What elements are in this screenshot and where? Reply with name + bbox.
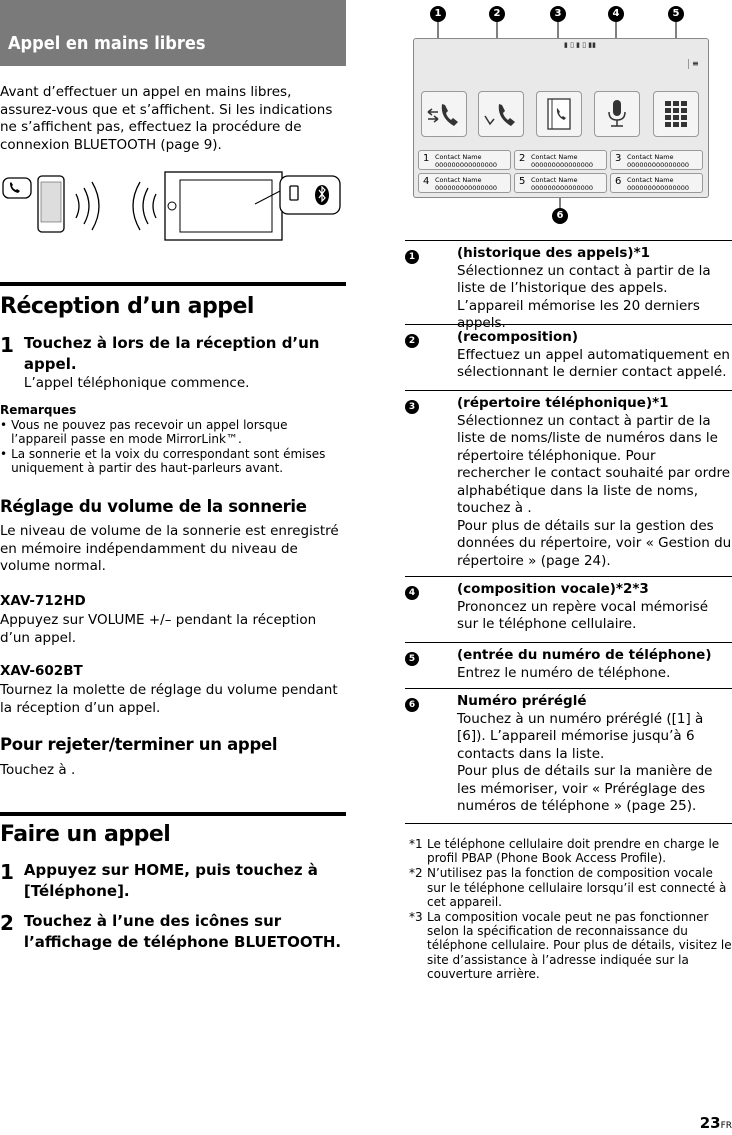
footnote-item: *1 Le téléphone cellulaire doit prendre en charge le profil PBAP (Phone Book Access Profile). [409, 837, 720, 866]
row-number: 5 [405, 652, 419, 666]
table-row [405, 324, 732, 390]
row-heading: Numéro préréglé [457, 693, 587, 709]
row-body-extra: Pour plus de détails sur la gestion des données du répertoire, voir « Gestion du répertoire » (page 24). [457, 517, 732, 569]
dial-pad-button[interactable] [653, 91, 699, 137]
preset-contact-6[interactable]: 6 Contact Name 000000000000000 [610, 173, 703, 193]
section-title-call: Faire un appel [0, 822, 171, 847]
row-body: Touchez à un numéro préréglé ([1] à [6]). L’appareil mémorise jusqu’à 6 contacts dans la liste. [457, 710, 704, 762]
row-heading: (historique des appels)*1 [457, 245, 651, 261]
section-rule [0, 812, 346, 816]
step-text: Appuyez sur HOME, puis touchez à [Téléphone]. [23, 861, 318, 900]
reception-step-1 [0, 333, 346, 393]
intro-paragraph: Avant d’effectuer un appel en mains libres, assurez-vous que et s’affichent. Si les indications ne s’affichent pas, effectuez la procédure de connexion BLUETOOTH (page 9). [0, 84, 333, 153]
callout-5: 5 [668, 6, 684, 22]
right-column [405, 0, 732, 1135]
signal-waves-left [76, 182, 99, 230]
callout-2: 2 [489, 6, 505, 22]
callout-3: 3 [550, 6, 566, 22]
step-number: 1 [0, 860, 14, 884]
call-bubble-icon [3, 178, 31, 198]
section-rule [0, 282, 346, 286]
remark-item: • Vous ne pouvez pas recevoir un appel lorsque l’appareil passe en mode MirrorLink™. [0, 417, 288, 446]
banner-title: Appel en mains libres [8, 33, 206, 54]
call-step-2 [0, 911, 346, 953]
preset-contact-2[interactable]: 2 Contact Name 000000000000000 [514, 150, 607, 170]
screen-status-bar [564, 41, 706, 51]
row-body: Sélectionnez un contact à partir de la liste de l’historique des appels. L’appareil mémorise les 20 derniers appels. [457, 262, 711, 331]
preset-contact-3[interactable]: 3 Contact Name 000000000000000 [610, 150, 703, 170]
remarks-block [0, 403, 346, 476]
row-number: 6 [405, 698, 419, 712]
section-title-reception: Réception d’un appel [0, 294, 254, 319]
redial-icon [479, 92, 523, 136]
voice-dial-button[interactable] [594, 91, 640, 137]
table-row [405, 642, 732, 688]
row-body: Sélectionnez un contact à partir de la liste de noms/liste de numéros dans le répertoire téléphonique. Pour rechercher le contact souhaité par ordre alphabétique dans la liste de noms, touchez à . [457, 412, 731, 516]
row-heading: (entrée du numéro de téléphone) [457, 647, 712, 663]
table-row [405, 390, 732, 576]
model2-text: Tournez la molette de réglage du volume pendant la réception d’un appel. [0, 682, 338, 716]
bluetooth-connection-diagram [0, 168, 346, 244]
phonebook-icon [537, 92, 581, 136]
remark-item: • La sonnerie et la voix du correspondant sont émises uniquement à partir des haut-parleurs avant. [0, 446, 326, 475]
step-text: Touchez à lors de la réception d’un appel. [23, 334, 320, 373]
call-step-1 [0, 860, 346, 902]
step-result: L’appel téléphonique commence. [23, 375, 250, 391]
table-row [405, 688, 732, 824]
table-row [405, 576, 732, 642]
step-number: 1 [0, 333, 14, 357]
status-indicator-bubble [280, 176, 340, 214]
row-number: 1 [405, 250, 419, 264]
table-row [405, 240, 732, 331]
section-banner [0, 0, 346, 66]
preset-contact-4[interactable]: 4 Contact Name 000000000000000 [418, 173, 511, 193]
model-xav712hd: XAV-712HD [0, 593, 86, 609]
redial-button[interactable] [478, 91, 524, 137]
call-history-button[interactable] [421, 91, 467, 137]
screen-menu-icon[interactable]: ≡ [688, 59, 700, 69]
row-body: Entrez le numéro de téléphone. [457, 664, 671, 681]
remarks-title: Remarques [0, 403, 77, 417]
row-heading: (composition vocale)*2*3 [457, 581, 649, 597]
left-column [0, 0, 346, 951]
row-body: Prononcez un repère vocal mémorisé sur le téléphone cellulaire. [457, 598, 709, 632]
footnotes [409, 837, 732, 981]
status-icons: ▮ ▯ ▮ ▯ ▮▮ [564, 41, 597, 49]
model1-text: Appuyez sur VOLUME +/– pendant la réception d’un appel. [0, 612, 317, 646]
row-number: 3 [405, 400, 419, 414]
bullet: • [0, 417, 8, 432]
preset-contact-1[interactable]: 1 Contact Name 000000000000000 [418, 150, 511, 170]
ringtone-heading: Réglage du volume de la sonnerie [0, 497, 307, 516]
reject-text: Touchez à . [0, 762, 76, 778]
preset-contact-5[interactable]: 5 Contact Name 000000000000000 [514, 173, 607, 193]
row-heading: (recomposition) [457, 329, 579, 345]
callout-6: 6 [552, 208, 568, 224]
footnote-item: *3 La composition vocale peut ne pas fonctionner selon la spécification de reconnaissance du téléphone cellulaire. Pour plus de détails, visitez le site d’assistance à l’adresse indiquée sur la couverture arrière. [409, 910, 732, 981]
connection-illustration [0, 168, 346, 244]
row-number: 4 [405, 586, 419, 600]
signal-waves-right [133, 182, 156, 230]
bullet: • [0, 446, 8, 461]
footnote-item: *2 N’utilisez pas la fonction de composition vocale sur le téléphone cellulaire lorsqu’il est connecté à cet appareil. [409, 866, 727, 909]
row-heading: (répertoire téléphonique)*1 [457, 395, 669, 411]
row-number: 2 [405, 334, 419, 348]
microphone-icon [595, 92, 639, 136]
row-body-extra: Pour plus de détails sur la manière de les mémoriser, voir « Préréglage des numéros de téléphone » (page 25). [457, 763, 713, 814]
row-body: Effectuez un appel automatiquement en sélectionnant le dernier contact appelé. [457, 346, 730, 380]
step-text: Touchez à l’une des icônes sur l’affichage de téléphone BLUETOOTH. [23, 912, 342, 951]
reject-heading: Pour rejeter/terminer un appel [0, 735, 278, 754]
call-history-icon [422, 92, 466, 136]
bluetooth-phone-screen [413, 38, 709, 198]
callout-1: 1 [430, 6, 446, 22]
model-xav602bt: XAV-602BT [0, 663, 83, 679]
phonebook-button[interactable] [536, 91, 582, 137]
dial-pad-icon [654, 92, 698, 136]
ringtone-text: Le niveau de volume de la sonnerie est enregistré en mémoire indépendamment du niveau de volume normal. [0, 523, 339, 574]
page-number: 23FR [699, 1114, 732, 1132]
step-number: 2 [0, 911, 14, 935]
callout-4: 4 [608, 6, 624, 22]
